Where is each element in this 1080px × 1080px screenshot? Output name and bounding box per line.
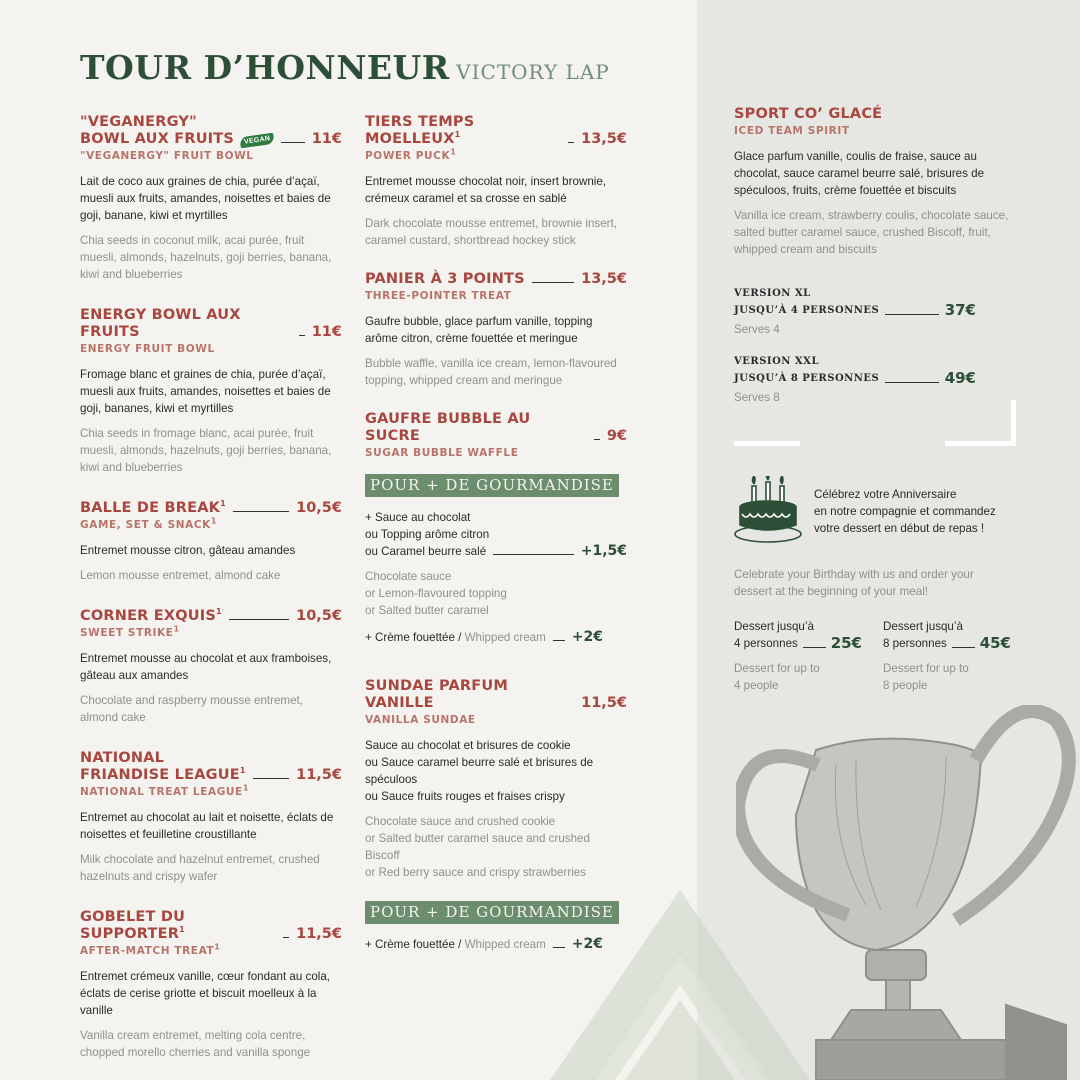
menu-item-corner-exquis <box>80 608 342 726</box>
price-leader <box>553 947 565 948</box>
item-price: 37€ <box>944 301 976 319</box>
price-leader <box>299 335 305 336</box>
birthday-offer-4: Dessert jusqu’à 4 personnes 25€ Dessert for up to 4 people <box>734 620 862 692</box>
addon-price: +1,5€ <box>580 543 627 559</box>
price-leader <box>885 382 938 383</box>
menu-column-1 <box>80 114 342 1061</box>
item-description-fr: Entremet au chocolat au lait et noisette, éclats de noisettes et feuilletine croustillante <box>80 811 334 841</box>
addon-sauce-en: Chocolate sauce or Lemon-flavoured topping or Salted butter caramel <box>365 570 507 617</box>
item-description-en: Lemon mousse entremet, almond cake <box>80 569 281 582</box>
item-name: PANIER À 3 POINTS <box>365 271 525 287</box>
item-price: 11,5€ <box>296 926 342 942</box>
addon-price: +2€ <box>571 629 603 645</box>
item-description-en: Dark chocolate mousse entremet, brownie insert, caramel custard, shortbread hockey stick <box>365 217 617 247</box>
item-price: 49€ <box>944 369 976 387</box>
addon-line: + Sauce au chocolat <box>365 511 471 524</box>
item-name: NATIONAL <box>80 750 165 766</box>
item-description-en: Chia seeds in coconut milk, acai purée, fruit muesli, almonds, hazelnuts, goji berries, banana, kiwi and blueberries <box>80 234 332 281</box>
item-english-name: THREE-POINTER TREAT <box>365 290 512 302</box>
addon-line: ou Caramel beurre salé <box>365 545 487 558</box>
item-price: 10,5€ <box>296 500 342 516</box>
item-description-en: Milk chocolate and hazelnut entremet, crushed hazelnuts and crispy wafer <box>80 853 320 883</box>
offer-price: 45€ <box>979 634 1011 652</box>
page-subtitle: VICTORY LAP <box>456 60 610 84</box>
item-name: GAUFRE BUBBLE AU SUCRE <box>365 411 531 444</box>
item-price: 13,5€ <box>581 131 627 147</box>
item-price: 9€ <box>606 428 627 444</box>
price-leader <box>283 937 289 938</box>
item-description-fr: Gaufre bubble, glace parfum vanille, topping arôme citron, crème fouettée et meringue <box>365 315 593 345</box>
item-description-fr: Lait de coco aux graines de chia, purée d’açaï, muesli aux fruits, amandes, noisettes et baies de goji, banane, kiwi et myrtilles <box>80 175 331 222</box>
birthday-text-fr: Célébrez votre Anniversaire en notre compagnie et commandez votre dessert en début de repas ! <box>814 487 996 535</box>
item-english-name: VANILLA SUNDAE <box>365 714 476 726</box>
version-xl: VERSION XL JUSQU’À 4 PERSONNES 37€ Serves 4 <box>734 288 976 336</box>
item-english-name: ICED TEAM SPIRIT <box>734 125 850 137</box>
price-leader <box>532 282 574 283</box>
birthday-offer-8: Dessert jusqu’à 8 personnes 45€ Dessert for up to 8 people <box>883 620 1011 692</box>
item-description-fr: Entremet mousse citron, gâteau amandes <box>80 544 296 557</box>
price-leader <box>594 439 600 440</box>
menu-item-national-friandise <box>80 750 342 885</box>
item-name: BOWL AUX FRUITS <box>80 131 235 147</box>
frame-corners-icon <box>734 400 1016 448</box>
item-name: "VEGANERGY" <box>80 114 197 130</box>
vegan-badge-icon: VEGAN <box>239 133 275 149</box>
item-description-fr: Glace parfum vanille, coulis de fraise, sauce au chocolat, sauce caramel beurre salé, brisures de spéculoos, fruits, crème fouettée et biscuits <box>734 150 985 197</box>
item-name: SUNDAE PARFUM VANILLE <box>365 678 508 711</box>
item-english-name: SWEET STRIKE$^1$ <box>80 624 180 639</box>
item-description-fr: Sauce au chocolat et brisures de cookie ou Sauce caramel beurre salé et brisures de spéculoos ou Sauce fruits rouges et fraises crispy <box>365 739 594 803</box>
item-description-en: Bubble waffle, vanilla ice cream, lemon-flavoured topping, whipped cream and meringue <box>365 357 617 387</box>
price-leader <box>568 142 574 143</box>
price-leader <box>229 619 289 620</box>
item-name: GOBELET DU SUPPORTER$^1$ <box>80 909 186 942</box>
menu-column-2 <box>365 114 627 953</box>
item-english-name: GAME, SET & SNACK$^1$ <box>80 516 218 531</box>
price-leader <box>493 554 574 555</box>
item-description-en: Chocolate and raspberry mousse entremet, almond cake <box>80 694 303 724</box>
item-name: FRIANDISE LEAGUE$^1$ <box>80 766 246 783</box>
price-leader <box>253 778 290 779</box>
item-english-name: POWER PUCK$^1$ <box>365 147 457 162</box>
addon-line: ou Topping arôme citron <box>365 528 490 541</box>
item-english-name: AFTER-MATCH TREAT$^1$ <box>80 942 221 957</box>
item-english-name: "VEGANERGY" FRUIT BOWL <box>80 150 254 162</box>
item-name: SPORT CO’ GLACÉ <box>734 106 883 122</box>
birthday-section <box>734 476 1034 694</box>
menu-item-panier-3-points <box>365 271 627 389</box>
addon-price: +2€ <box>571 936 603 952</box>
price-leader <box>553 640 565 641</box>
birthday-text-en: Celebrate your Birthday with us and order your dessert at the beginning of your meal! <box>734 568 974 598</box>
price-leader <box>233 511 289 512</box>
version-xxl: VERSION XXL JUSQU’À 8 PERSONNES 49€ Serves 8 <box>734 356 976 404</box>
item-english-name: ENERGY FRUIT BOWL <box>80 343 215 355</box>
price-leader <box>952 647 975 648</box>
item-price: 11€ <box>311 324 342 340</box>
item-name: TIERS TEMPS MOELLEUX$^1$ <box>365 114 475 147</box>
item-description-en: Chia seeds in fromage blanc, acai purée, fruit muesli, almonds, hazelnuts, goji berries, banana, kiwi and blueberries <box>80 427 332 474</box>
addon-whipped-cream: + Crème fouettée / Whipped cream +2€ <box>365 629 603 645</box>
item-price: 13,5€ <box>581 271 627 287</box>
item-description-fr: Fromage blanc et graines de chia, purée d’açaï, muesli aux fruits, amandes, noisettes et baies de goji, bananes, kiwi et myrtilles <box>80 368 331 415</box>
item-name: CORNER EXQUIS$^1$ <box>80 607 222 624</box>
price-leader <box>803 647 826 648</box>
section-banner: POUR + DE GOURMANDISE <box>365 474 619 497</box>
item-description-fr: Entremet mousse au chocolat et aux framboises, gâteau aux amandes <box>80 652 332 682</box>
page-title: TOUR D’HONNEUR <box>80 48 450 87</box>
menu-item-gobelet <box>80 909 342 1061</box>
item-description-fr: Entremet mousse chocolat noir, insert brownie, crémeux caramel et sa crosse en sablé <box>365 175 607 205</box>
page-header <box>80 48 610 87</box>
trophy-icon <box>736 705 1080 1080</box>
item-english-name: SUGAR BUBBLE WAFFLE <box>365 447 519 459</box>
price-leader <box>885 314 938 315</box>
item-english-name: NATIONAL TREAT LEAGUE$^1$ <box>80 783 249 798</box>
offer-price: 25€ <box>830 634 862 652</box>
item-description-en: Vanilla cream entremet, melting cola centre, chopped morello cherries and vanilla sponge <box>80 1029 311 1059</box>
menu-item-gaufre-bubble <box>365 411 627 460</box>
menu-item-veganergy <box>80 114 342 283</box>
menu-item-sundae <box>365 678 627 881</box>
item-price: 10,5€ <box>296 608 342 624</box>
item-description-fr: Entremet crémeux vanille, cœur fondant au cola, éclats de cerise griotte et biscuit moelleux à la vanille <box>80 970 331 1017</box>
menu-column-3 <box>734 106 1024 406</box>
section-banner: POUR + DE GOURMANDISE <box>365 901 619 924</box>
birthday-cake-icon <box>734 476 802 546</box>
menu-item-energy-bowl <box>80 307 342 476</box>
menu-item-tiers-temps <box>365 114 627 249</box>
addon-sauce <box>365 509 627 560</box>
item-price: 11,5€ <box>296 767 342 783</box>
item-description-en: Chocolate sauce and crushed cookie or Salted butter caramel sauce and crushed Biscoff or Red berry sauce and crispy strawberries <box>365 815 590 879</box>
item-description-en: Vanilla ice cream, strawberry coulis, chocolate sauce, salted butter caramel sauce, crushed Biscoff, fruit, whipped cream and biscuits <box>734 209 1009 256</box>
addon-whipped-cream: + Crème fouettée / Whipped cream +2€ <box>365 936 603 952</box>
price-leader <box>281 142 304 143</box>
item-price: 11,5€ <box>581 695 627 711</box>
item-name: ENERGY BOWL AUX FRUITS <box>80 307 241 340</box>
item-price: 11€ <box>311 131 342 147</box>
menu-item-balle-de-break <box>80 500 342 584</box>
item-name: BALLE DE BREAK$^1$ <box>80 499 226 516</box>
